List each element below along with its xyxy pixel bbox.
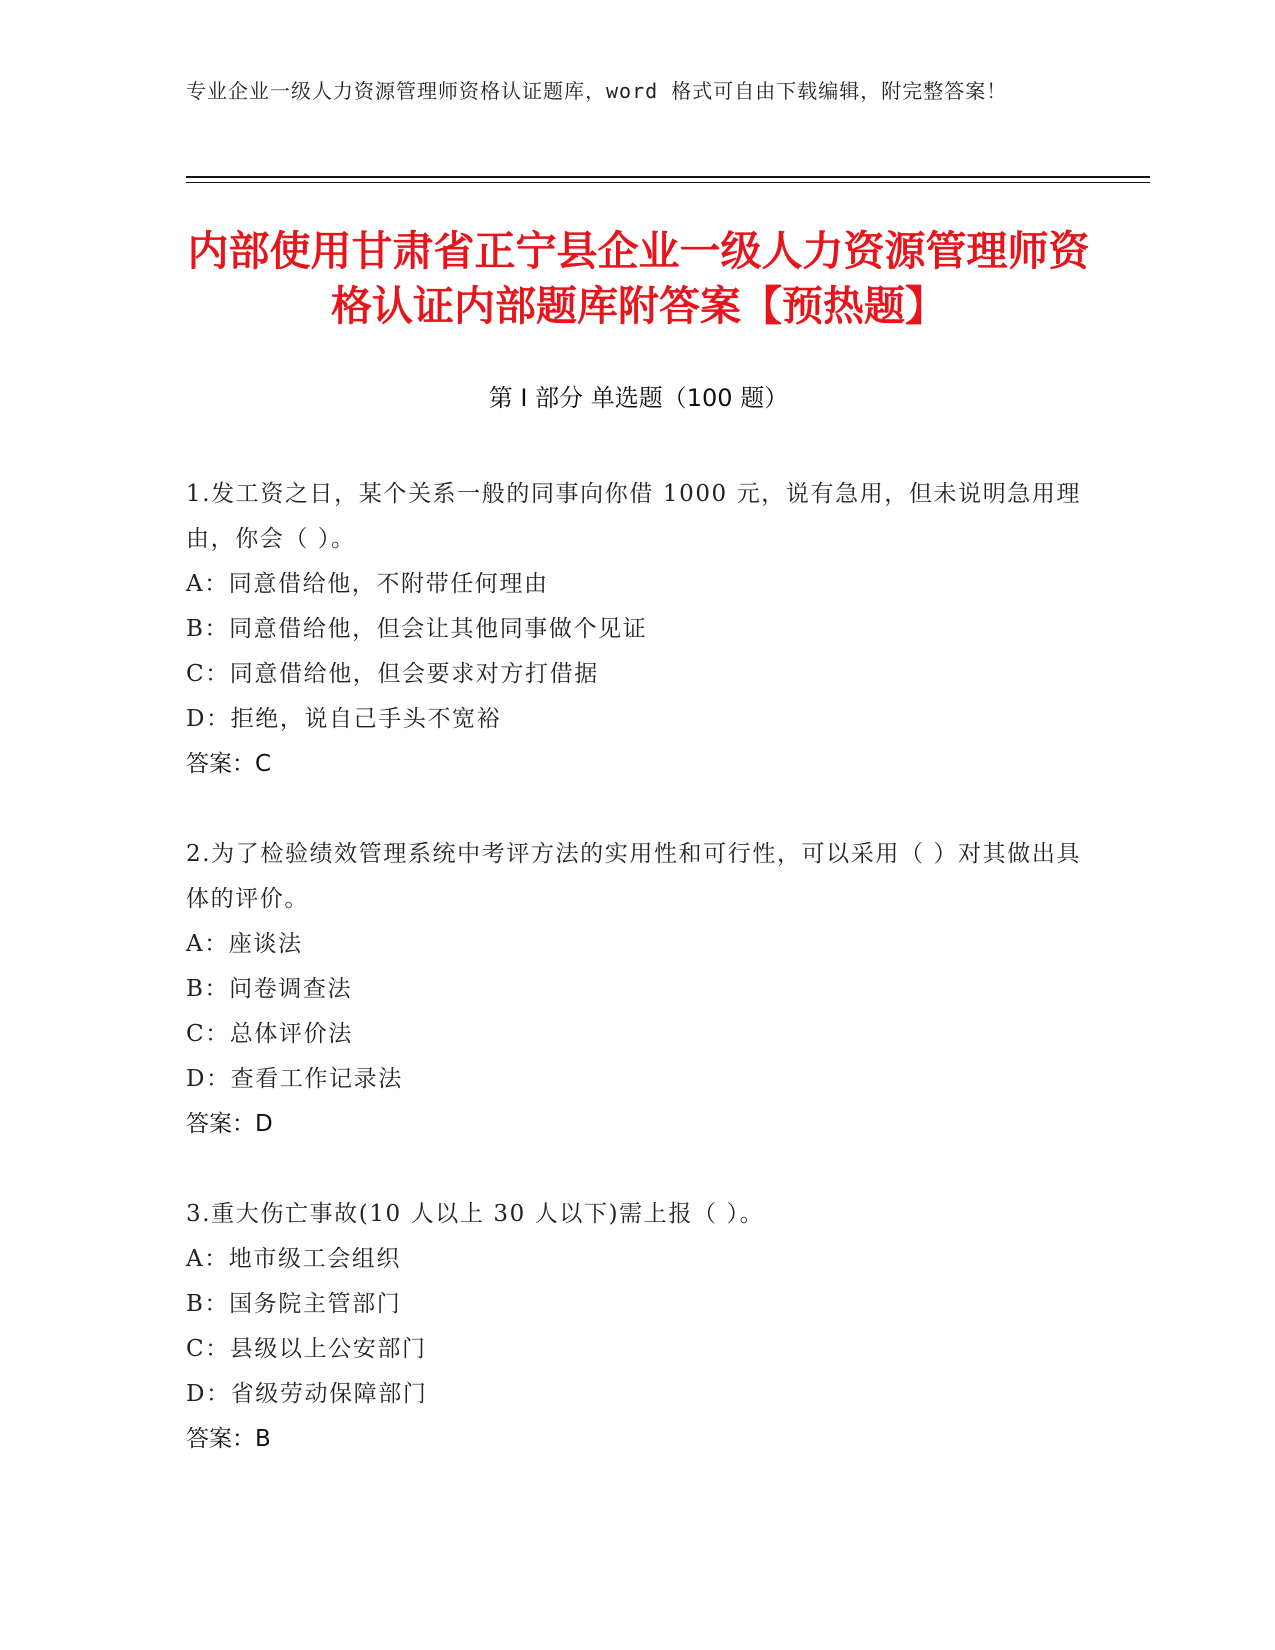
document-title: 内部使用甘肃省正宁县企业一级人力资源管理师资格认证内部题库附答案【预热题】 [187,227,1090,330]
option-c: C：县级以上公安部门 [186,1336,427,1362]
option-b: B：同意借给他，但会让其他同事做个见证 [186,616,648,642]
question-stem: 2.为了检验绩效管理系统中考评方法的实用性和可行性，可以采用（ ）对其做出具体的评价。 [186,841,1082,912]
option-a: A：座谈法 [186,931,303,957]
header-note: 专业企业一级人力资源管理师资格认证题库，word 格式可自由下载编辑，附完整答案！ [186,79,1008,103]
question-1 [186,472,1086,787]
option-d: D：拒绝，说自己手头不宽裕 [186,706,502,732]
question-stem: 3.重大伤亡事故(10 人以上 30 人以下)需上报（ ）。 [186,1201,765,1227]
option-a: A：同意借给他，不附带任何理由 [186,571,549,597]
option-c: C：同意借给他，但会要求对方打借据 [186,661,599,687]
question-2 [186,832,1086,1147]
section-heading: 第 I 部分 单选题（100 题） [488,384,789,412]
option-c: C：总体评价法 [186,1021,353,1047]
question-3 [186,1192,1086,1462]
answer-line: 答案：B [186,1426,271,1452]
option-b: B：国务院主管部门 [186,1291,402,1317]
option-d: D：省级劳动保障部门 [186,1381,428,1407]
question-stem: 1.发工资之日，某个关系一般的同事向你借 1000 元，说有急用，但未说明急用理由，你会（ ）。 [186,481,1082,552]
header-divider-thin [186,182,1150,183]
header-divider-thick [186,176,1150,178]
answer-line: 答案：C [186,751,272,777]
option-b: B：问卷调查法 [186,976,353,1002]
answer-line: 答案：D [186,1111,273,1137]
option-d: D：查看工作记录法 [186,1066,403,1092]
option-a: A：地市级工会组织 [186,1246,402,1272]
question-list [186,472,1086,1507]
